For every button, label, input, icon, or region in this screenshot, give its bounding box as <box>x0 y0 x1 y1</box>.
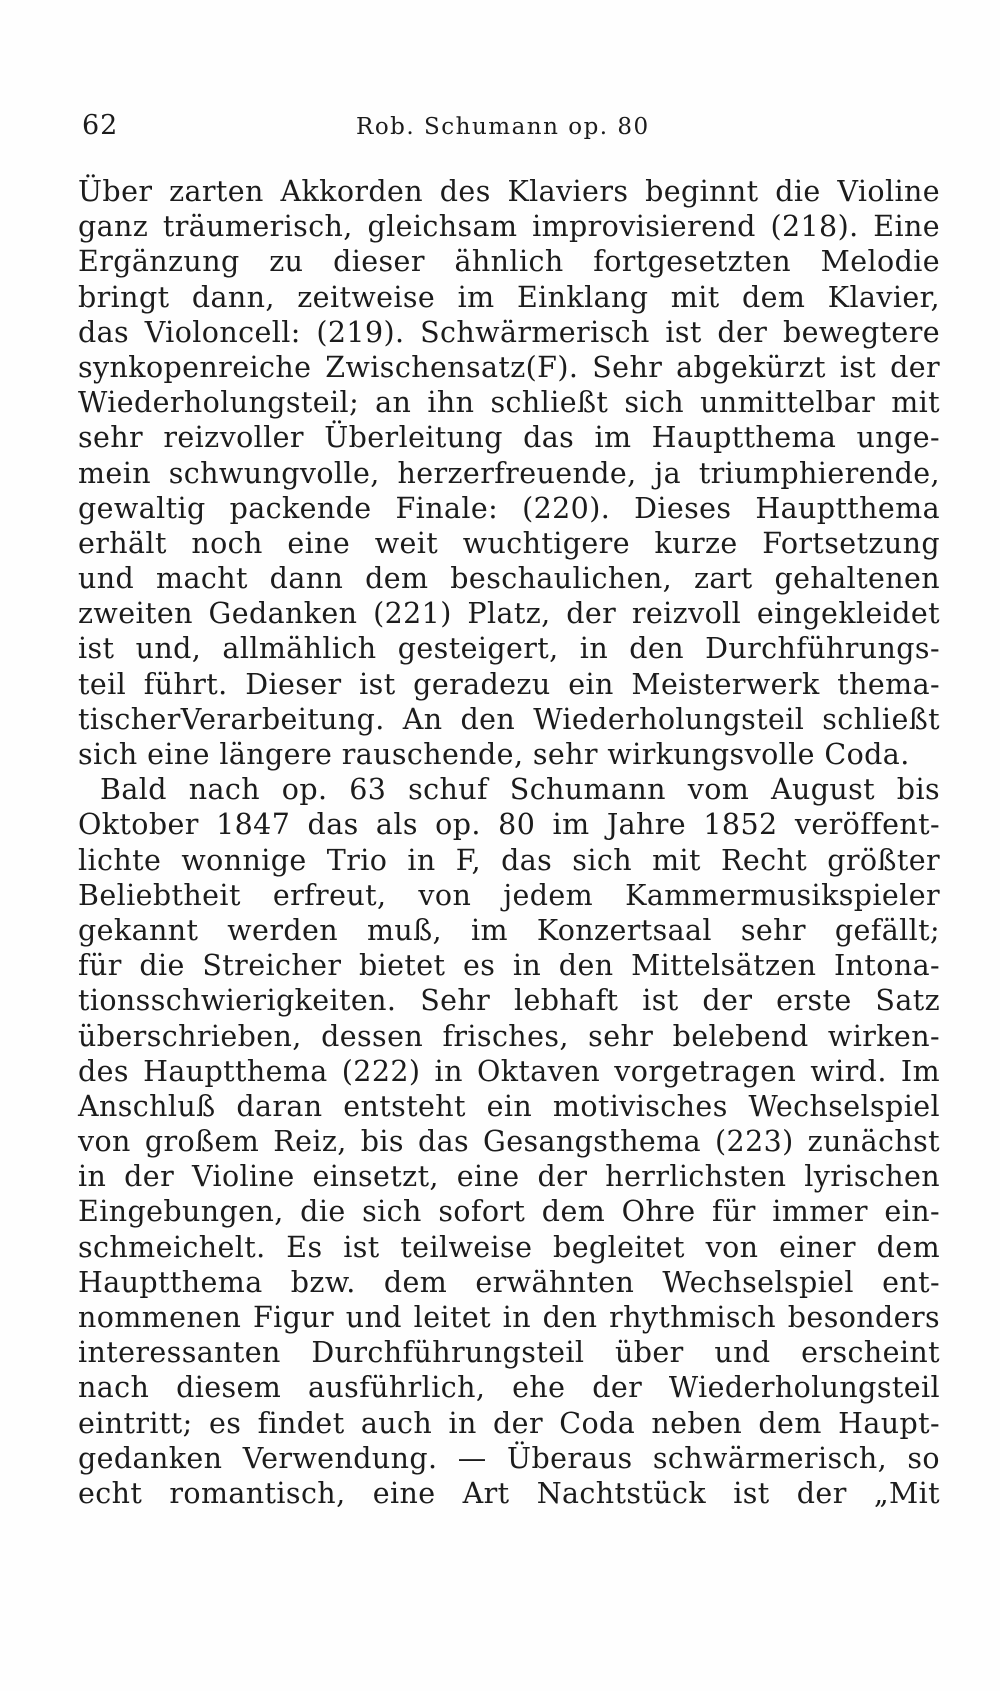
text-line: interessanten Durchführungsteil über und erscheint <box>78 1336 940 1370</box>
text-line: lichte wonnige Trio in F, das sich mit Recht größter <box>78 843 940 877</box>
text-line: teil führt. Dieser ist geradezu ein Meisterwerk thema- <box>78 667 940 701</box>
page-number: 62 <box>82 110 119 141</box>
text-line: Eingebungen, die sich sofort dem Ohre für immer ein- <box>78 1195 940 1229</box>
body-text <box>78 174 940 1511</box>
text-line: und macht dann dem beschaulichen, zart gehaltenen <box>78 562 940 596</box>
text-line: des Hauptthema (222) in Oktaven vorgetragen wird. Im <box>78 1054 940 1088</box>
text-line: Ergänzung zu dieser ähnlich fortgesetzten Melodie <box>78 245 940 279</box>
text-line: nach diesem ausführlich, ehe der Wiederholungsteil <box>78 1371 940 1405</box>
text-line: Bald nach op. 63 schuf Schumann vom August bis <box>100 773 940 807</box>
text-line: überschrieben, dessen frisches, sehr belebend wirken- <box>78 1019 940 1053</box>
text-line: ist und, allmählich gesteigert, in den Durchführungs- <box>78 632 940 666</box>
text-line: synkopenreiche Zwischensatz(F). Sehr abgekürzt ist der <box>78 350 940 384</box>
text-line: tionsschwierigkeiten. Sehr lebhaft ist der erste Satz <box>78 984 940 1018</box>
text-line: Anschluß daran entsteht ein motivisches Wechselspiel <box>78 1089 940 1123</box>
text-line: eintritt; es findet auch in der Coda neben dem Haupt- <box>78 1406 940 1440</box>
text-line: ganz träumerisch, gleichsam improvisierend (218). Eine <box>78 210 940 244</box>
text-line: Beliebtheit erfreut, von jedem Kammermusikspieler <box>78 878 940 912</box>
text-line: Über zarten Akkorden des Klaviers beginnt die Violine <box>78 175 940 208</box>
text-line: von großem Reiz, bis das Gesangsthema (223) zunächst <box>78 1125 940 1159</box>
text-line: Oktober 1847 das als op. 80 im Jahre 1852 veröffent- <box>78 808 940 842</box>
text-line: sich eine längere rauschende, sehr wirkungsvolle Coda. <box>78 738 910 771</box>
text-line: das Violoncell: (219). Schwärmerisch ist der bewegtere <box>78 315 940 349</box>
text-line: gedanken Verwendung. — Überaus schwärmerisch, so <box>78 1441 940 1475</box>
text-line: schmeichelt. Es ist teilweise begleitet von einer dem <box>78 1230 940 1264</box>
text-line: Wiederholungsteil; an ihn schließt sich unmittelbar mit <box>78 386 940 420</box>
text-line: für die Streicher bietet es in den Mittelsätzen Intona- <box>78 949 940 983</box>
text-line: sehr reizvoller Überleitung das im Hauptthema unge- <box>78 421 940 455</box>
text-line: Hauptthema bzw. dem erwähnten Wechselspiel ent- <box>78 1265 940 1299</box>
text-line: in der Violine einsetzt, eine der herrlichsten lyrischen <box>78 1160 940 1194</box>
text-line: bringt dann, zeitweise im Einklang mit dem Klavier, <box>78 280 940 314</box>
text-line: tischerVerarbeitung. An den Wiederholungsteil schließt <box>78 702 940 736</box>
text-line: zweiten Gedanken (221) Platz, der reizvoll eingekleidet <box>78 597 940 631</box>
text-line: gewaltig packende Finale: (220). Dieses Hauptthema <box>78 491 940 525</box>
text-line: mein schwungvolle, herzerfreuende, ja triumphierende, <box>78 456 940 490</box>
text-line: erhält noch eine weit wuchtigere kurze Fortsetzung <box>78 526 940 560</box>
running-title: Rob. Schumann op. 80 <box>356 114 650 140</box>
text-line: nommenen Figur und leitet in den rhythmisch besonders <box>78 1301 940 1334</box>
text-line: gekannt werden muß, im Konzertsaal sehr gefällt; <box>78 913 940 947</box>
running-head <box>78 110 940 144</box>
text-line: echt romantisch, eine Art Nachtstück ist der „Mit <box>78 1476 940 1510</box>
